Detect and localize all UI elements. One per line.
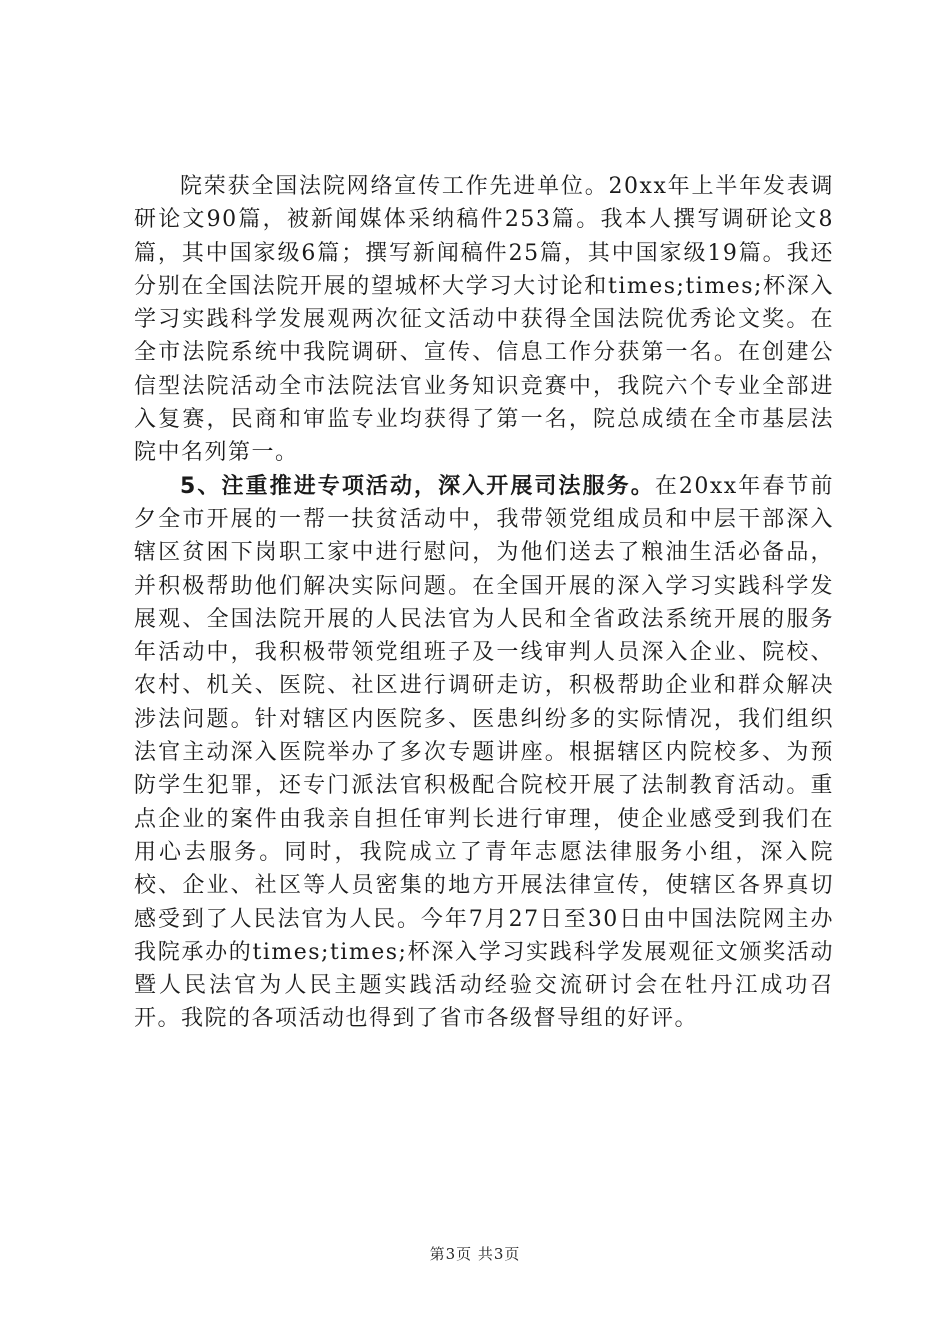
- paragraph-research-achievements: [134, 170, 834, 470]
- paragraph-1-text: 院荣获全国法院网络宣传工作先进单位。20xx年上半年发表调研论文90篇，被新闻媒体采纳稿件253篇。我本人撰写调研论文8篇，其中国家级6篇；撰写新闻稿件25篇，其中国家级19篇。我还分别在全国法院开展的望城杯大学习大讨论和times;times;杯深入学习实践科学发展观两次征文活动中获得全国法院优秀论文奖。在全市法院系统中我院调研、宣传、信息工作分获第一名。在创建公信型法院活动全市法院法官业务知识竞赛中，我院六个专业全部进入复赛，民商和审监专业均获得了第一名，院总成绩在全市基层法院中名列第一。: [134, 174, 834, 466]
- page-number-footer: 第3页 共3页: [429, 1245, 521, 1263]
- document-body: [134, 170, 834, 1036]
- paragraph-special-activities: [134, 470, 834, 1036]
- section-heading-5: 5、注重推进专项活动，深入开展司法服务。: [180, 473, 655, 499]
- paragraph-2-text: 在20xx年春节前夕全市开展的一帮一扶贫活动中，我带领党组成员和中层干部深入辖区贫困下岗职工家中进行慰问，为他们送去了粮油生活必备品，并积极帮助他们解决实际问题。在全国开展的深入学习实践科学发展观、全国法院开展的人民法官为人民和全省政法系统开展的服务年活动中，我积极带领党组班子及一线审判人员深入企业、院校、农村、机关、医院、社区进行调研走访，积极帮助企业和群众解决涉法问题。针对辖区内医院多、医患纠纷多的实际情况，我们组织法官主动深入医院举办了多次专题讲座。根据辖区内院校多、为预防学生犯罪，还专门派法官积极配合院校开展了法制教育活动。重点企业的案件由我亲自担任审判长进行审理，使企业感受到我们在用心去服务。同时，我院成立了青年志愿法律服务小组，深入院校、企业、社区等人员密集的地方开展法律宣传，使辖区各界真切感受到了人民法官为人民。今年7月27日至30日由中国法院网主办我院承办的times;times;杯深入学习实践科学发展观征文颁奖活动暨人民法官为人民主题实践活动经验交流研讨会在牡丹江成功召开。我院的各项活动也得到了省市各级督导组的好评。: [134, 473, 834, 1032]
